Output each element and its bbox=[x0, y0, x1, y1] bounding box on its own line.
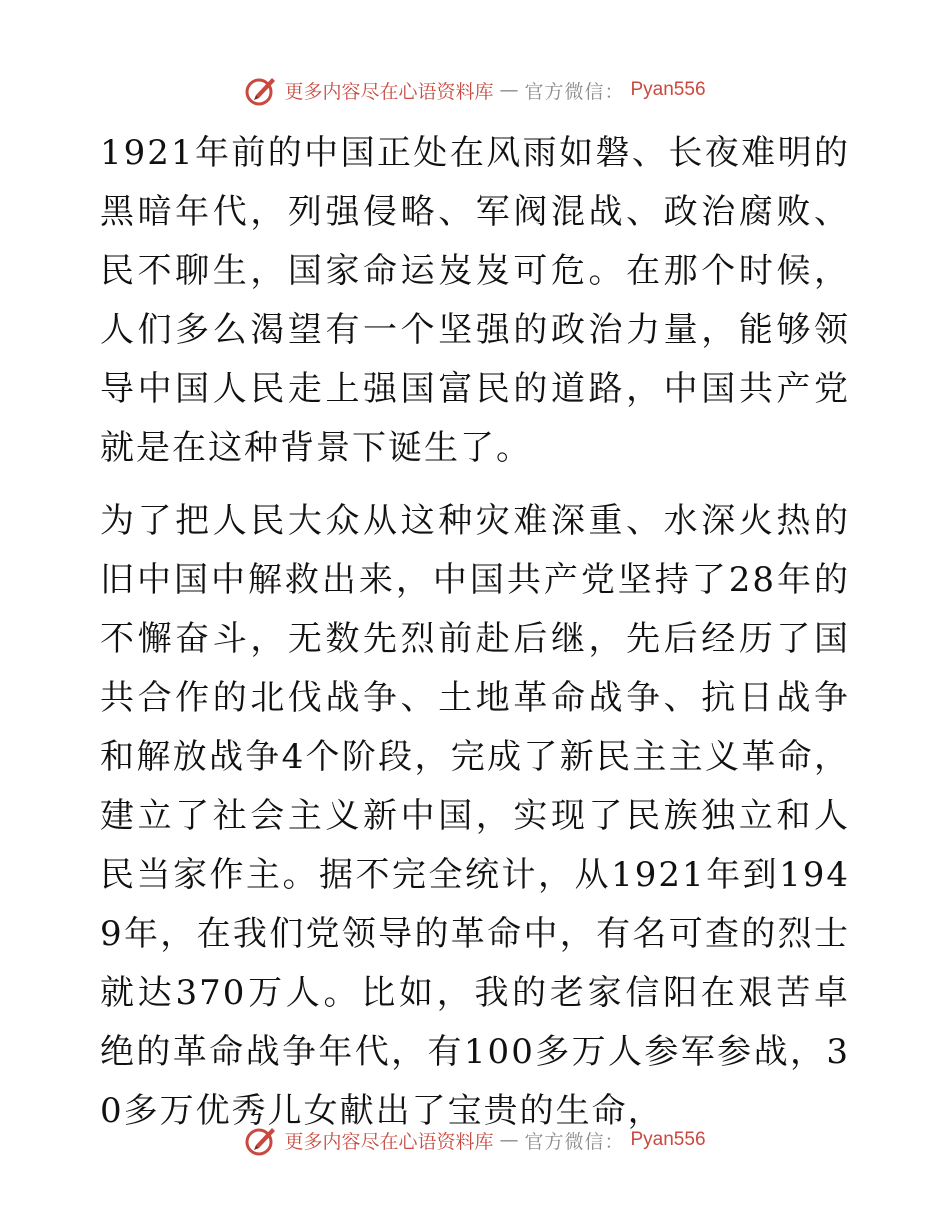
header-banner bbox=[0, 70, 950, 110]
banner-dash: — bbox=[499, 79, 519, 101]
banner-text: 更多内容尽在心语资料库 bbox=[284, 80, 494, 103]
document-body bbox=[100, 124, 850, 1141]
banner-text: 更多内容尽在心语资料库 bbox=[284, 1130, 494, 1153]
banner-wechat-label: 官方微信： bbox=[524, 1130, 625, 1153]
banner-wechat-id: Pyan556 bbox=[630, 1129, 706, 1150]
paragraph-1: 1921年前的中国正处在风雨如磐、长夜难明的黑暗年代，列强侵略、军阀混战、政治腐败、民不聊生，国家命运岌岌可危。在那个时候，人们多么渴望有一个坚强的政治力量，能够领导中国人民走上强国富民的道路，中国共产党就是在这种背景下诞生了。 bbox=[100, 133, 850, 468]
paragraph-2: 为了把人民大众从这种灾难深重、水深火热的旧中国中解救出来，中国共产党坚持了28年的不懈奋斗，无数先烈前赴后继，先后经历了国共合作的北伐战争、土地革命战争、抗日战争和解放战争4个阶段，完成了新民主主义革命，建立了社会主义新中国，实现了民族独立和人民当家作主。据不完全统计，从1921年到1949年，在我们党领导的革命中，有名可查的烈士就达370万人。比如，我的老家信阳在艰苦卓绝的革命战争年代，有100多万人参军参战，30多万优秀儿女献出了宝贵的生命， bbox=[100, 501, 850, 1131]
banner-dash: — bbox=[499, 1129, 519, 1151]
footer-banner bbox=[0, 1120, 950, 1160]
quill-pen-logo-icon bbox=[244, 1123, 278, 1157]
banner-wechat-id: Pyan556 bbox=[630, 79, 706, 100]
quill-pen-logo-icon bbox=[244, 73, 278, 107]
banner-wechat-label: 官方微信： bbox=[524, 80, 625, 103]
